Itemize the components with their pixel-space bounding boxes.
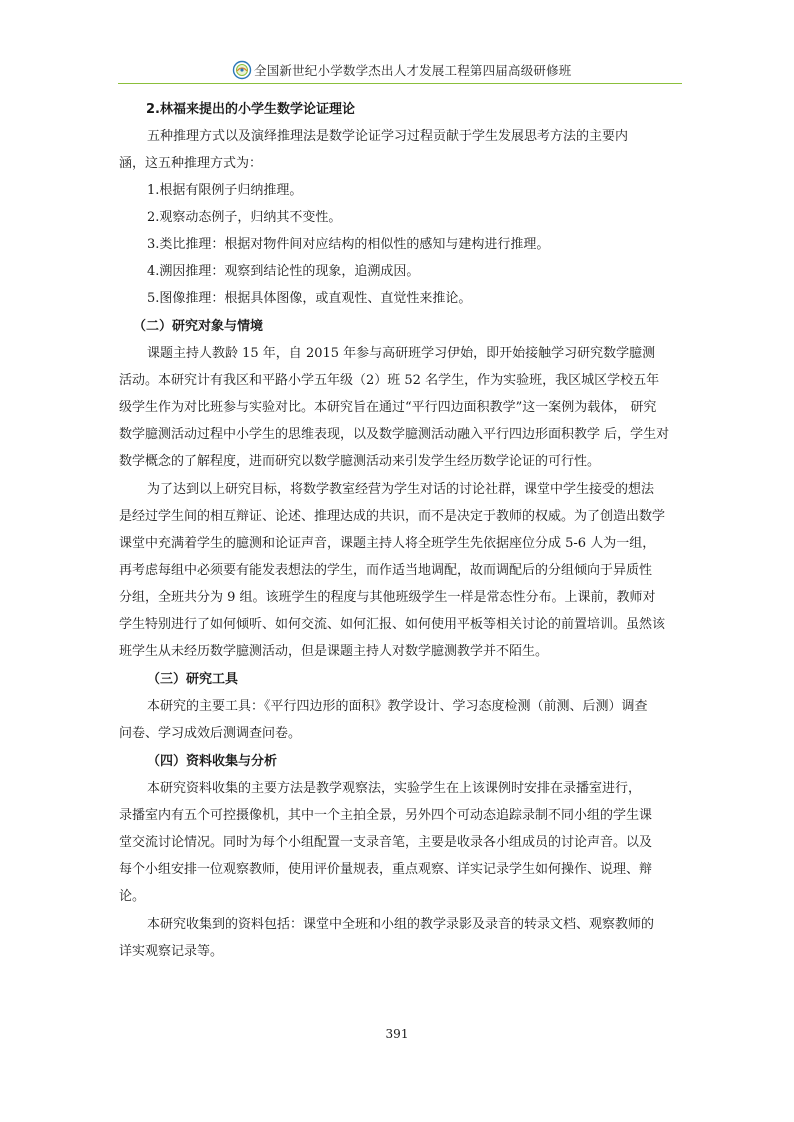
- running-header: [232, 58, 572, 82]
- paragraph-line: 详实观察记录等。: [119, 944, 224, 959]
- paragraph-line: 课堂中充满着学生的臆测和论证声音，课题主持人将全班学生先依据座位分成 5-6 人为一组，: [119, 536, 656, 551]
- section-heading: （四）资料收集与分析: [147, 754, 278, 769]
- paragraph-line: 论。: [119, 889, 146, 904]
- list-item: 1.根据有限例子归纳推理。: [147, 183, 303, 198]
- header-divider: [118, 83, 682, 84]
- section-heading: （三）研究工具: [147, 672, 239, 687]
- paragraph-line: 数学臆测活动过程中小学生的思维表现，以及数学臆测活动融入平行四边形面积教学 后，学生对: [119, 427, 670, 442]
- paragraph-line: 录播室内有五个可控摄像机，其中一个主拍全景，另外四个可动态追踪录制不同小组的学生课: [119, 808, 653, 823]
- paragraph-line: 每个小组安排一位观察教师，使用评价量规表，重点观察、详实记录学生如何操作、说理、辩: [119, 862, 653, 877]
- paragraph-line: 本研究的主要工具：《平行四边形的面积》教学设计、学习态度检测（前测、后测）调查: [147, 699, 648, 714]
- paragraph-line: 级学生作为对比班参与实验对比。本研究旨在通过“平行四边面积教学”这一案例为载体， 研究: [119, 400, 657, 415]
- paragraph-line: 为了达到以上研究目标，将数学教室经营为学生对话的讨论社群，课堂中学生接受的想法: [147, 482, 655, 497]
- list-item: 4.溯因推理：观察到结论性的现象，追溯成因。: [147, 264, 420, 279]
- list-item: 2.观察动态例子，归纳其不变性。: [147, 210, 342, 225]
- paragraph-line: 学生特别进行了如何倾听、如何交流、如何汇报、如何使用平板等相关讨论的前置培训。虽然该: [119, 617, 666, 632]
- logo-icon: [232, 60, 252, 80]
- paragraph-line: 本研究收集到的资料包括：课堂中全班和小组的教学录影及录音的转录文档、观察教师的: [147, 917, 655, 932]
- header-title: 全国新世纪小学数学杰出人才发展工程第四届高级研修班: [254, 63, 572, 78]
- section-heading: 2.林福来提出的小学生数学论证理论: [146, 102, 355, 117]
- paragraph-line: 是经过学生间的相互辩证、论述、推理达成的共识，而不是决定于教师的权威。为了创造出数学: [119, 509, 666, 524]
- paragraph-line: 再考虑每组中必须要有能发表想法的学生，而作适当地调配，故而调配后的分组倾向于异质性: [119, 563, 653, 578]
- paragraph-line: 数学概念的了解程度，进而研究以数学臆测活动来引发学生经历数学论证的可行性。: [119, 454, 601, 469]
- paragraph-line: 五种推理方式以及演绎推理法是数学论证学习过程贡献于学生发展思考方法的主要内: [147, 129, 629, 144]
- section-heading: （二）研究对象与情境: [133, 319, 264, 334]
- paragraph-line: 活动。本研究计有我区和平路小学五年级（2）班 52 名学生，作为实验班，我区城区学校五年: [119, 373, 660, 388]
- list-item: 3.类比推理：根据对物件间对应结构的相似性的感知与建构进行推理。: [147, 237, 550, 252]
- list-item: 5.图像推理：根据具体图像，或直观性、直觉性来推论。: [147, 291, 472, 306]
- paragraph-line: 课题主持人教龄 15 年，自 2015 年参与高研班学习伊始，即开始接触学习研究数学臆测: [147, 346, 656, 361]
- paragraph-line: 堂交流讨论情况。同时为每个小组配置一支录音笔，主要是收录各小组成员的讨论声音。以及: [119, 835, 653, 850]
- page-number: 391: [385, 1027, 409, 1041]
- paragraph-line: 班学生从未经历数学臆测活动，但是课题主持人对数学臆测教学并不陌生。: [119, 644, 549, 659]
- paragraph-line: 问卷、学习成效后测调查问卷。: [119, 726, 302, 741]
- paragraph-line: 分组，全班共分为 9 组。该班学生的程度与其他班级学生一样是常态性分布。上课前，教师对: [119, 590, 656, 605]
- paragraph-line: 本研究资料收集的主要方法是教学观察法，实验学生在上该课例时安排在录播室进行，: [147, 781, 642, 796]
- paragraph-line: 涵，这五种推理方式为：: [119, 156, 263, 171]
